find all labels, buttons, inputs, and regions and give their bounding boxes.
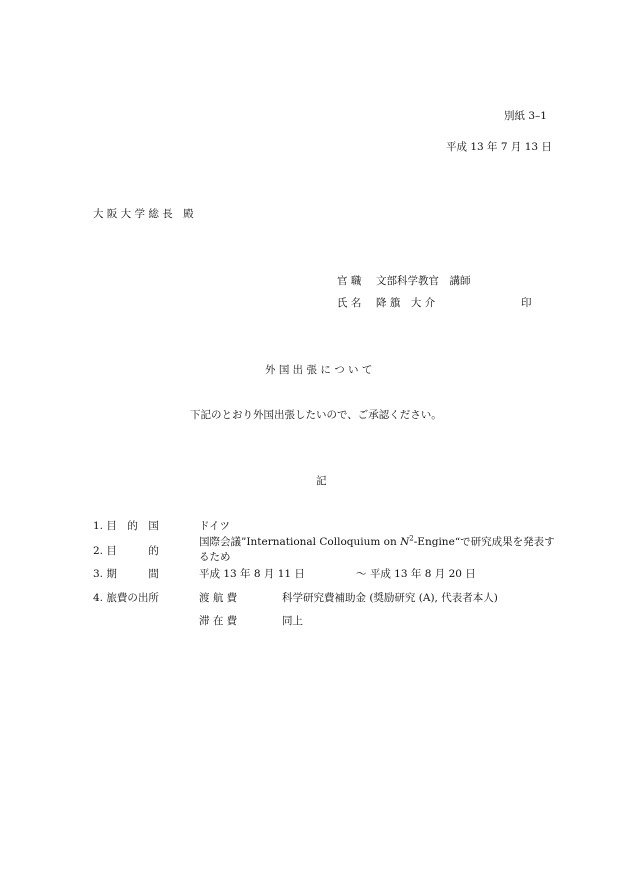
destination-value: ドイツ: [199, 520, 230, 532]
destination-label: 1. 目 的 国: [93, 520, 159, 532]
document-date: 平成 13 年 7 月 13 日: [446, 141, 552, 153]
name-label: 氏 名: [337, 297, 362, 309]
travel-cost-value: 科学研究費補助金 (奨励研究 (A), 代表者本人): [282, 592, 498, 604]
subject-title: 外 国 出 張 に つ い て: [265, 364, 373, 376]
name-value: 降 籏 大 介: [376, 297, 436, 309]
ki-heading: 記: [316, 475, 327, 487]
purpose-value-line2: るため: [199, 551, 231, 563]
purpose-value-line1: [199, 535, 555, 549]
funding-label: 4. 旅費の出所: [93, 592, 159, 604]
purpose-variable: N: [400, 536, 410, 548]
period-label: 3. 期 間: [93, 568, 159, 580]
recipient: 大 阪 大 学 総 長 殿: [93, 208, 194, 220]
travel-cost-label: 渡 航 費: [199, 592, 238, 604]
purpose-superscript: 2: [409, 534, 414, 543]
stay-cost-label: 滞 在 費: [199, 615, 238, 627]
position-label: 官 職: [337, 275, 362, 287]
period-start: 平成 13 年 8 月 11 日: [199, 568, 305, 580]
stay-cost-value: 同上: [282, 615, 303, 627]
purpose-label: 2. 目 的: [93, 545, 159, 557]
attachment-number: 別紙 3–1: [504, 110, 547, 122]
purpose-text-pre: 国際会議”International Colloquium on: [199, 536, 401, 548]
position-value: 文部科学教官 講師: [376, 275, 471, 287]
seal-mark: 印: [521, 297, 532, 309]
purpose-text-post: -Engine“で研究成果を発表す: [413, 536, 555, 548]
request-sentence: 下記のとおり外国出張したいので、ご承認ください。: [190, 409, 442, 421]
period-end: ～ 平成 13 年 8 月 20 日: [356, 568, 476, 580]
